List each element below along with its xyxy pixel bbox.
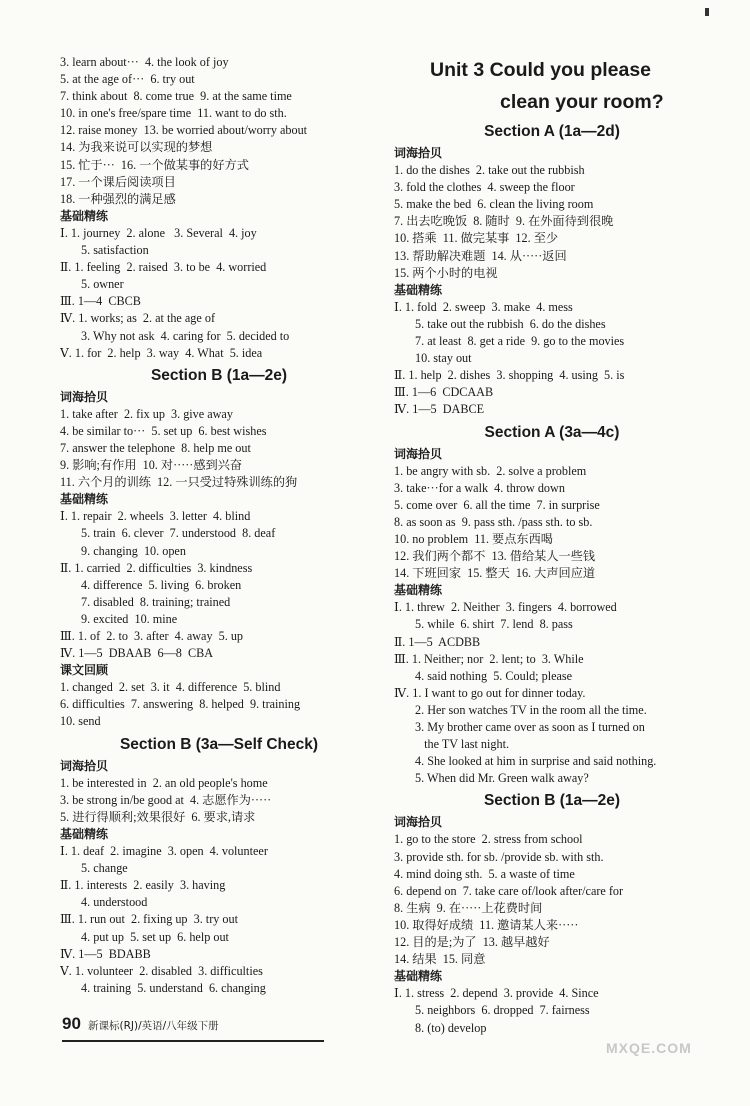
exercise-heading: 基础精练 (60, 208, 109, 223)
section-heading: Section B (3a—Self Check) (119, 735, 319, 753)
answer-line: Ⅰ. 1. journey 2. alone 3. Several 4. joy (60, 225, 257, 240)
answer-line: 14. 为我来说可以实现的梦想 (60, 140, 213, 155)
answer-line-indented: 9. excited 10. mine (81, 611, 178, 626)
footer-rule (62, 1040, 324, 1042)
exercise-heading: 词海拾贝 (60, 389, 109, 404)
answer-line: 5. come over 6. all the time 7. in surprise (394, 497, 600, 512)
answer-line-indented: 7. at least 8. get a ride 9. go to the movies (415, 334, 625, 349)
answer-line-indented: 3. Why not ask 4. caring for 5. decided to (81, 328, 290, 343)
answer-line: Ⅱ. 1. help 2. dishes 3. shopping 4. using 5. is (394, 368, 625, 383)
answer-line: 11. 六个月的训练 12. 一只受过特殊训练的狗 (60, 475, 298, 490)
answer-line: 13. 帮助解决难题 14. 从·····返回 (394, 248, 567, 263)
answer-line-indented: 9. changing 10. open (81, 543, 186, 558)
answer-line: 15. 两个小时的电视 (394, 265, 498, 280)
exercise-heading: 基础精练 (394, 969, 443, 984)
answer-line-indented: 5. take out the rubbish 6. do the dishes (415, 316, 606, 331)
answer-line: 12. raise money 13. be worried about/worry about (60, 123, 308, 138)
answer-line: Ⅱ. 1. feeling 2. raised 3. to be 4. worried (60, 260, 267, 275)
answer-line-indented: 4. training 5. understand 6. changing (81, 980, 266, 995)
answer-line-indented: 5. neighbors 6. dropped 7. fairness (415, 1003, 590, 1018)
answer-line: 17. 一个课后阅读项目 (60, 174, 176, 189)
book-title: 新课标(RJ)/英语/八年级下册 (88, 1020, 219, 1032)
answer-line: Ⅰ. 1. deaf 2. imagine 3. open 4. volunteer (60, 844, 268, 859)
watermark-logo: MXQE.COM (606, 1040, 692, 1056)
exercise-heading: 基础精练 (394, 282, 443, 297)
answer-line: Ⅲ. 1. of 2. to 3. after 4. away 5. up (60, 629, 244, 643)
unit-title (394, 54, 710, 118)
answer-line: 12. 我们两个都不 13. 借给某人一些钱 (394, 549, 596, 564)
answer-line: Ⅳ. 1. I want to go out for dinner today. (394, 685, 586, 700)
answer-line: 10. no problem 11. 要点东西喝 (394, 531, 553, 546)
answer-line: 14. 结果 15. 同意 (394, 952, 486, 967)
answer-line: 4. be similar to··· 5. set up 6. best wishes (60, 423, 267, 438)
section-heading: Section A (3a—4c) (484, 423, 620, 441)
answer-line-indented: 8. (to) develop (415, 1020, 487, 1035)
corner-mark (705, 8, 709, 16)
answer-line: 1. changed 2. set 3. it 4. difference 5. blind (60, 680, 281, 695)
answer-line: 5. make the bed 6. clean the living room (394, 197, 594, 212)
answer-line: 18. 一种强烈的满足感 (60, 191, 176, 206)
unit-title-line2: clean your room? (500, 91, 664, 113)
unit-title-line1: Unit 3 Could you please (430, 59, 652, 81)
exercise-heading: 基础精练 (60, 826, 109, 841)
answer-line: Ⅰ. 1. fold 2. sweep 3. make 4. mess (394, 299, 573, 314)
answer-line: 10. 取得好成绩 11. 邀请某人来····· (394, 917, 579, 932)
answer-line: 12. 目的是;为了 13. 越早越好 (394, 935, 550, 950)
answer-line: Ⅰ. 1. repair 2. wheels 3. letter 4. blind (60, 509, 251, 524)
answer-line: Ⅱ. 1—5 ACDBB (394, 634, 481, 649)
exercise-heading: 词海拾贝 (394, 446, 443, 461)
answer-line: Ⅱ. 1. carried 2. difficulties 3. kindness (60, 560, 253, 575)
answer-line: 3. be strong in/be good at 4. 志愿作为····· (60, 792, 272, 807)
answer-line-indented: 3. My brother came over as soon as I turned on (415, 720, 645, 734)
answer-line: 8. 生病 9. 在·····上花费时间 (394, 900, 543, 915)
answer-line: 10. 搭乘 11. 做完某事 12. 至少 (394, 231, 559, 246)
answer-line: 3. fold the clothes 4. sweep the floor (394, 180, 575, 195)
section-heading: Section B (1a—2e) (150, 366, 288, 384)
exercise-heading: 基础精练 (394, 583, 443, 598)
exercise-heading: 词海拾贝 (60, 758, 109, 773)
answer-line: Ⅴ. 1. for 2. help 3. way 4. What 5. idea (60, 345, 263, 360)
page-number: 90 (62, 1014, 81, 1033)
section-heading: Section B (1a—2e) (483, 792, 621, 810)
answer-line-indented: 5. When did Mr. Green walk away? (415, 771, 589, 786)
answer-line: Ⅳ. 1—5 BDABB (60, 946, 151, 961)
answer-line: 3. take···for a walk 4. throw down (394, 480, 565, 495)
answer-line: 14. 下班回家 15. 整天 16. 大声回应道 (394, 566, 596, 581)
answer-line: 9. 影响;有作用 10. 对·····感到兴奋 (60, 458, 243, 473)
answer-line-indented: 4. put up 5. set up 6. help out (81, 929, 229, 944)
answer-line: 7. think about 8. come true 9. at the same time (60, 89, 292, 104)
answer-line: Ⅲ. 1. Neither; nor 2. lent; to 3. While (394, 651, 584, 666)
answer-line-indented: 10. stay out (415, 351, 472, 366)
answer-line: 1. go to the store 2. stress from school (394, 832, 583, 847)
answer-line-indented: the TV last night. (415, 737, 510, 752)
right-answer-column (394, 54, 710, 1037)
right-lines (394, 120, 710, 1037)
section-heading: Section A (1a—2d) (484, 123, 620, 140)
answer-line: Ⅲ. 1—4 CBCB (60, 294, 141, 309)
answer-line: Ⅳ. 1—5 DABCE (394, 402, 485, 417)
answer-line-indented: 4. said nothing 5. Could; please (415, 668, 573, 683)
answer-line: Ⅳ. 1. works; as 2. at the age of (60, 311, 216, 326)
answer-line-indented: 4. She looked at him in surprise and said nothing. (415, 754, 657, 769)
answer-line-indented: 4. understood (81, 895, 148, 910)
answer-line: 6. difficulties 7. answering 8. helped 9. training (60, 697, 301, 712)
exercise-heading: 课文回顾 (60, 663, 109, 678)
exercise-heading: 词海拾贝 (394, 146, 443, 160)
answer-line: 1. take after 2. fix up 3. give away (60, 406, 233, 421)
answer-line: 8. as soon as 9. pass sth. /pass sth. to sb. (394, 514, 593, 529)
answer-line-indented: 5. train 6. clever 7. understood 8. deaf (81, 526, 276, 541)
answer-line: Ⅳ. 1—5 DBAAB 6—8 CBA (60, 646, 214, 661)
answer-line: 3. learn about··· 4. the look of joy (60, 55, 229, 69)
answer-line: Ⅰ. 1. stress 2. depend 3. provide 4. Since (394, 986, 599, 1001)
answer-line: 15. 忙于··· 16. 一个做某事的好方式 (60, 157, 249, 172)
answer-line: 6. depend on 7. take care of/look after/care for (394, 883, 624, 898)
answer-line-indented: 4. difference 5. living 6. broken (81, 577, 242, 592)
answer-line: 4. mind doing sth. 5. a waste of time (394, 866, 575, 881)
answer-line: Ⅴ. 1. volunteer 2. disabled 3. difficulties (60, 963, 263, 978)
exercise-heading: 基础精练 (60, 492, 109, 507)
answer-line-indented: 7. disabled 8. training; trained (81, 594, 231, 609)
answer-line-indented: 2. Her son watches TV in the room all the time. (415, 702, 647, 717)
answer-line: 1. do the dishes 2. take out the rubbish (394, 163, 585, 178)
answer-line: 10. in one's free/spare time 11. want to do sth. (60, 106, 287, 121)
answer-line-indented: 5. owner (81, 277, 124, 292)
answer-line-indented: 5. change (81, 861, 128, 876)
answer-line: Ⅰ. 1. threw 2. Neither 3. fingers 4. borrowed (394, 600, 617, 615)
answer-line-indented: 5. satisfaction (81, 243, 149, 258)
answer-line: 5. at the age of··· 6. try out (60, 72, 195, 87)
answer-line: 5. 进行得顺利;效果很好 6. 要求,请求 (60, 809, 256, 824)
answer-line: 7. 出去吃晚饭 8. 随时 9. 在外面待到很晚 (394, 214, 614, 229)
answer-line: Ⅱ. 1. interests 2. easily 3. having (60, 878, 226, 893)
answer-line: Ⅲ. 1—6 CDCAAB (394, 385, 494, 400)
answer-line: 3. provide sth. for sb. /provide sb. with sth. (394, 849, 604, 864)
answer-line: 1. be angry with sb. 2. solve a problem (394, 463, 587, 478)
answer-line-indented: 5. while 6. shirt 7. lend 8. pass (415, 617, 573, 632)
exercise-heading: 词海拾贝 (394, 815, 443, 830)
left-answer-column (60, 54, 378, 997)
answer-line: Ⅲ. 1. run out 2. fixing up 3. try out (60, 912, 238, 927)
answer-line: 1. be interested in 2. an old people's home (60, 775, 268, 790)
answer-line: 10. send (60, 714, 101, 729)
answer-line: 7. answer the telephone 8. help me out (60, 440, 251, 455)
